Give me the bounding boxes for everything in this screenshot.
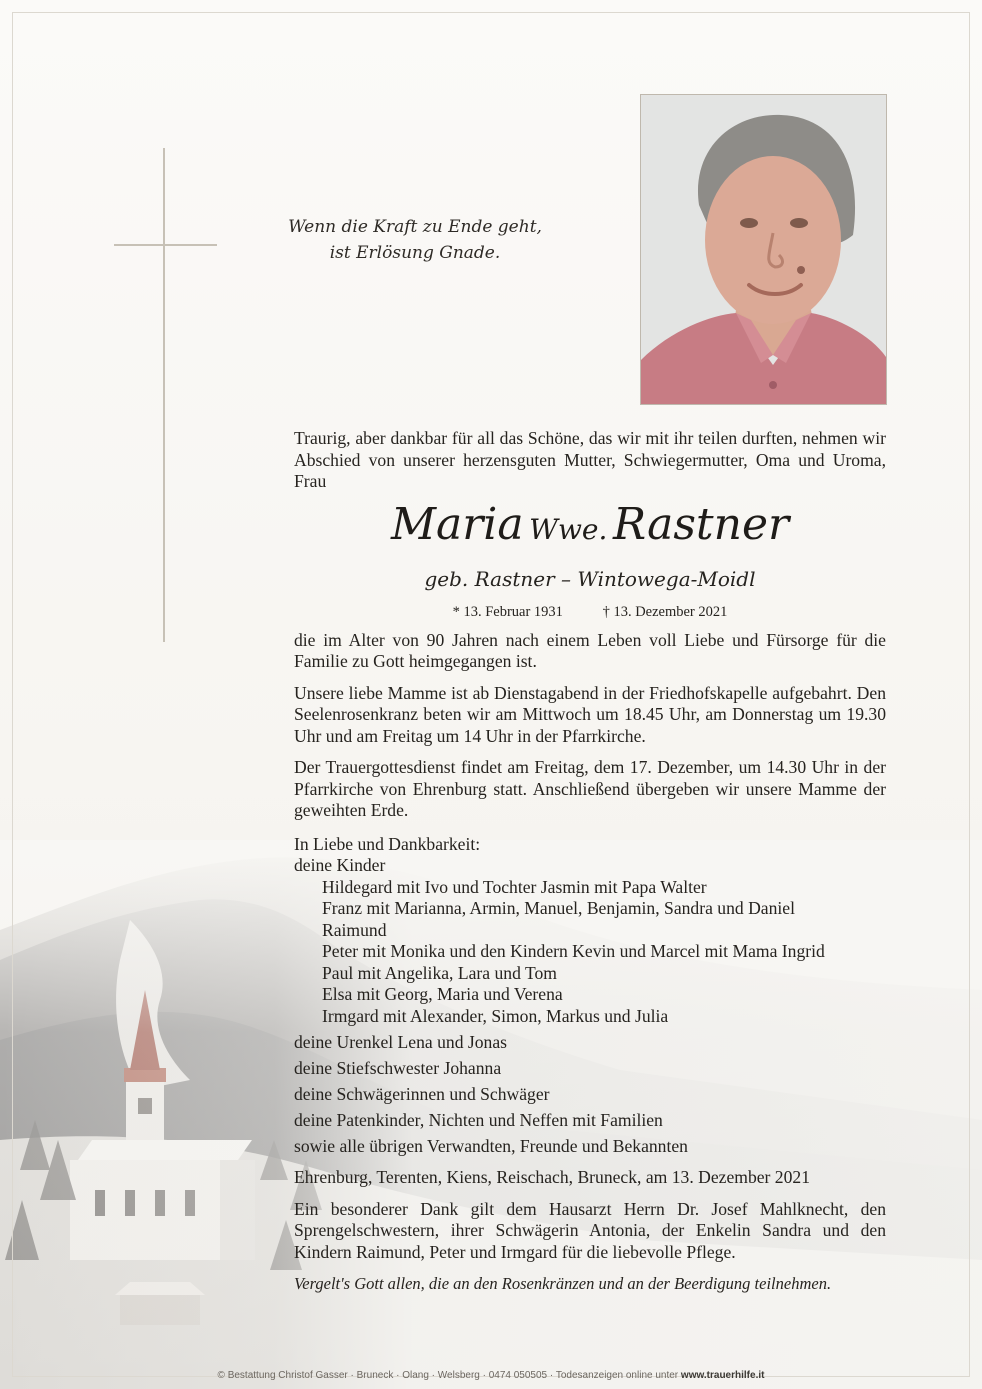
list-item: deine Stiefschwester Johanna	[294, 1057, 502, 1078]
funeral-paragraph: Der Trauergottesdienst findet am Freitag, dem 17. Dezember, um 14.30 Uhr in der Pfarrkirche von Ehrenburg statt. Anschließend übergeben wir unsere Mamme der geweihten Erde.	[294, 757, 886, 820]
list-item: Elsa mit Georg, Maria und Verena	[322, 984, 563, 1004]
footer	[0, 1370, 982, 1381]
list-item: deine Patenkinder, Nichten und Neffen mit Familien	[294, 1109, 663, 1130]
list-item: Raimund	[322, 919, 387, 940]
list-item: Franz mit Marianna, Armin, Manuel, Benjamin, Sandra und Daniel	[322, 898, 795, 918]
cross-bar	[114, 244, 217, 246]
wake-paragraph: Unsere liebe Mamme ist ab Dienstagabend in der Friedhofskapelle aufgebahrt. Den Seelenrosenkranz beten wir am Mittwoch um 18.45 Uhr, am Donnerstag um 19.30 Uhr und am Freitag um 14 Uhr in der Pfarrkirche.	[294, 682, 886, 746]
list-item: Peter mit Monika und den Kindern Kevin und Marcel mit Mama Ingrid	[322, 941, 825, 961]
mourners-heading: In Liebe und Dankbarkeit:	[294, 833, 481, 854]
footer-link[interactable]: www.trauerhilfe.it	[680, 1370, 765, 1381]
quote-line-1: Wenn die Kraft zu Ende geht,	[288, 217, 542, 237]
intro-paragraph: Traurig, aber dankbar für all das Schöne, das wir mit ihr teilen durften, nehmen wir Abschied von unserer herzensguten Mutter, Schwiegermutter, Oma und Uroma, Frau	[294, 428, 886, 491]
age-paragraph: die im Alter von 90 Jahren nach einem Leben voll Liebe und Fürsorge für die Familie zu Gott heimgegangen ist.	[294, 629, 886, 671]
life-dates	[294, 600, 886, 624]
first-name: Maria	[390, 498, 524, 550]
deceased-name	[294, 497, 886, 562]
list-item: Paul mit Angelika, Lara und Tom	[322, 962, 557, 983]
widow-mark: Wwe.	[529, 512, 608, 546]
last-name: Rastner	[612, 498, 790, 550]
thanks-paragraph: Ein besonderer Dank gilt dem Hausarzt Herrn Dr. Josef Mahlknecht, den Sprengelschwestern, ihrer Schwägerin Antonia, der Enkelin Sandra und den Kindern Raimund, Peter und Irmgard für die liebevolle Pflege.	[294, 1198, 886, 1262]
portrait-photo	[640, 94, 887, 405]
quote-line-2: ist Erlösung Gnade.	[329, 243, 501, 263]
children-label: deine Kinder	[294, 855, 386, 875]
birth-name: geb. Rastner – Wintowega-Moidl	[424, 566, 756, 591]
memorial-quote	[270, 214, 560, 266]
birth-date: * 13. Februar 1931	[452, 603, 563, 620]
list-item: sowie alle übrigen Verwandten, Freunde und Bekannten	[294, 1135, 688, 1156]
list-item: deine Schwägerinnen und Schwäger	[294, 1083, 550, 1104]
closing-line: Vergelt's Gott allen, die an den Rosenkränzen und an der Beerdigung teilnehmen.	[294, 1274, 832, 1293]
list-item: Irmgard mit Alexander, Simon, Markus und Julia	[322, 1005, 669, 1026]
cross-icon	[163, 148, 165, 642]
death-date: † 13. Dezember 2021	[602, 603, 728, 620]
mourners-list	[294, 834, 886, 1158]
list-item: deine Urenkel Lena und Jonas	[294, 1031, 508, 1052]
obituary-text	[294, 428, 886, 1295]
footer-text: © Bestattung Christof Gasser · Bruneck · Olang · Welsberg · 0474 050505 · Todesanzeigen online unter	[217, 1370, 679, 1381]
place-date: Ehrenburg, Terenten, Kiens, Reischach, Bruneck, am 13. Dezember 2021	[294, 1167, 810, 1187]
list-item: Hildegard mit Ivo und Tochter Jasmin mit Papa Walter	[322, 876, 707, 897]
